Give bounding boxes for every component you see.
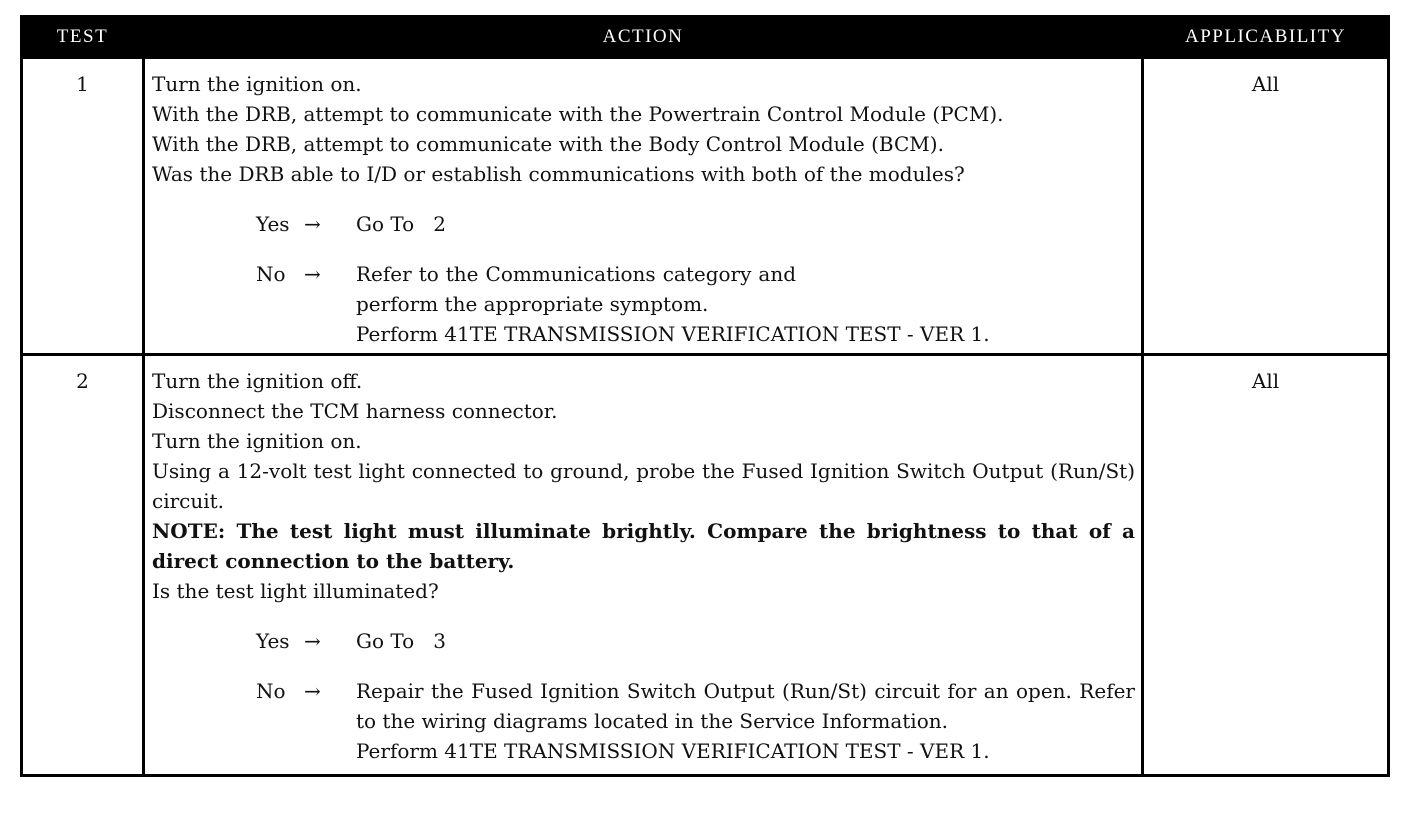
verification-step: Perform 41TE TRANSMISSION VERIFICATION TEST - VER 1. (356, 322, 990, 346)
diagnostic-table (20, 15, 1390, 777)
header-applicability: APPLICABILITY (1143, 17, 1389, 58)
yes-label: Yes (256, 629, 290, 653)
action-step: Turn the ignition on. (152, 429, 362, 453)
header-action: ACTION (144, 17, 1143, 58)
no-branch (256, 676, 1135, 766)
action-cell (144, 355, 1143, 776)
test-number: 2 (22, 355, 144, 776)
no-label: No (256, 679, 286, 703)
no-result-text: Refer to the Communications category and perform the appropriate symptom. (356, 262, 796, 316)
action-step: Using a 12-volt test light connected to ground, probe the Fused Ignition Switch Output (Run/St) circuit. (152, 459, 1135, 513)
no-label: No (256, 262, 286, 286)
no-result (356, 676, 1135, 766)
action-step: With the DRB, attempt to communicate with the Powertrain Control Module (PCM). (152, 102, 1004, 126)
applicability-value: All (1143, 58, 1389, 355)
yes-branch (256, 626, 1135, 656)
arrow-icon: → (304, 679, 321, 703)
arrow-icon: → (304, 629, 321, 653)
yes-label: Yes (256, 212, 290, 236)
action-cell (144, 58, 1143, 355)
action-step: With the DRB, attempt to communicate with the Body Control Module (BCM). (152, 132, 944, 156)
arrow-icon: → (304, 262, 321, 286)
table-row (22, 58, 1389, 355)
action-question: Is the test light illuminated? (152, 579, 439, 603)
table-header-row (22, 17, 1389, 58)
table-row (22, 355, 1389, 776)
action-question: Was the DRB able to I/D or establish communications with both of the modules? (152, 162, 965, 186)
action-step: Turn the ignition off. (152, 369, 363, 393)
test-number: 1 (22, 58, 144, 355)
yes-result: Go To 3 (356, 629, 446, 653)
note-text: NOTE: The test light must illuminate brightly. Compare the brightness to that of a direct connection to the battery. (152, 519, 1135, 573)
yes-result: Go To 2 (356, 212, 446, 236)
action-step: Turn the ignition on. (152, 72, 362, 96)
action-step: Disconnect the TCM harness connector. (152, 399, 558, 423)
arrow-icon: → (304, 212, 321, 236)
yes-branch (256, 209, 1135, 239)
applicability-value: All (1143, 355, 1389, 776)
verification-step: Perform 41TE TRANSMISSION VERIFICATION TEST - VER 1. (356, 739, 990, 763)
no-result (356, 259, 1135, 349)
no-branch (256, 259, 1135, 349)
no-result-text: Repair the Fused Ignition Switch Output (Run/St) circuit for an open. Refer to the wiring diagrams located in the Service Information. (356, 679, 1135, 733)
header-test: TEST (22, 17, 144, 58)
